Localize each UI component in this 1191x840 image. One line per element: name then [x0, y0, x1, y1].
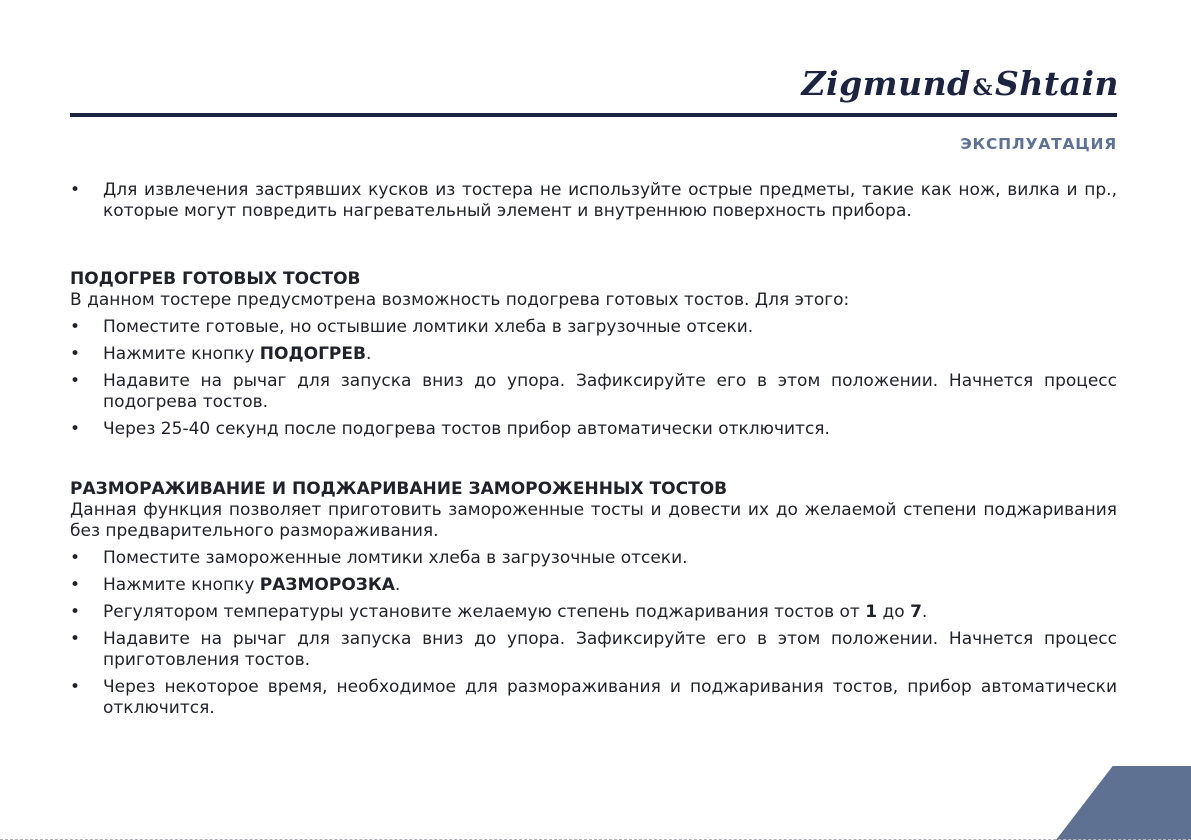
list-item: • Надавите на рычаг для запуска вниз до упора. Зафиксируйте его в этом положении. Начнется процесс подогрева тостов.	[70, 371, 1117, 413]
list-item	[70, 602, 1117, 623]
brand-name-part1: Zigmund	[801, 64, 971, 103]
defrost-heading: РАЗМОРАЖИВАНИЕ И ПОДЖАРИВАНИЕ ЗАМОРОЖЕННЫХ ТОСТОВ	[70, 479, 728, 499]
step-text-mid: до	[877, 602, 911, 622]
brand-name-part2: Shtain	[995, 64, 1119, 103]
button-name-reheat: ПОДОГРЕВ	[259, 344, 366, 364]
list-item	[70, 575, 1117, 596]
defrost-steps	[70, 548, 1117, 719]
brand-ampersand: &	[972, 75, 994, 101]
step-text: Нажмите кнопку	[103, 575, 260, 595]
step-text: Регулятором температуры установите желаемую степень поджаривания тостов от	[103, 602, 866, 622]
corner-decoration	[1056, 766, 1191, 840]
intro-list	[70, 180, 1117, 222]
step-text: Нажмите кнопку	[103, 344, 260, 364]
button-name-defrost: РАЗМОРОЗКА	[259, 575, 395, 595]
list-item: • Для извлечения застрявших кусков из тостера не используйте острые предметы, такие как нож, вилка и пр., которые могут повредить нагревательный элемент и внутреннюю поверхность прибора.	[70, 180, 1117, 222]
section-label: ЭКСПЛУАТАЦИЯ	[960, 135, 1117, 153]
step-text-end: .	[365, 344, 372, 364]
list-item: • Через 25-40 секунд после подогрева тостов прибор автоматически отключится.	[70, 419, 1117, 440]
level-min: 1	[865, 602, 878, 622]
header-rule	[70, 113, 1117, 117]
page-content	[70, 180, 1117, 725]
step-text-end: .	[921, 602, 928, 622]
list-item	[70, 344, 1117, 365]
list-item: • Поместите готовые, но остывшие ломтики хлеба в загрузочные отсеки.	[70, 317, 1117, 338]
defrost-intro: Данная функция позволяет приготовить замороженные тосты и довести их до желаемой степени поджаривания без предварительного размораживания.	[70, 500, 1117, 541]
reheat-intro: В данном тостере предусмотрена возможность подогрева готовых тостов. Для этого:	[70, 290, 850, 310]
list-item: • Надавите на рычаг для запуска вниз до упора. Зафиксируйте его в этом положении. Начнется процесс приготовления тостов.	[70, 629, 1117, 671]
brand-logo	[801, 64, 1119, 103]
list-item: • Поместите замороженные ломтики хлеба в загрузочные отсеки.	[70, 548, 1117, 569]
step-text-end: .	[394, 575, 401, 595]
list-item: • Через некоторое время, необходимое для размораживания и поджаривания тостов, прибор автоматически отключится.	[70, 677, 1117, 719]
reheat-heading: ПОДОГРЕВ ГОТОВЫХ ТОСТОВ	[70, 269, 361, 289]
level-max: 7	[910, 602, 922, 622]
reheat-steps	[70, 317, 1117, 440]
